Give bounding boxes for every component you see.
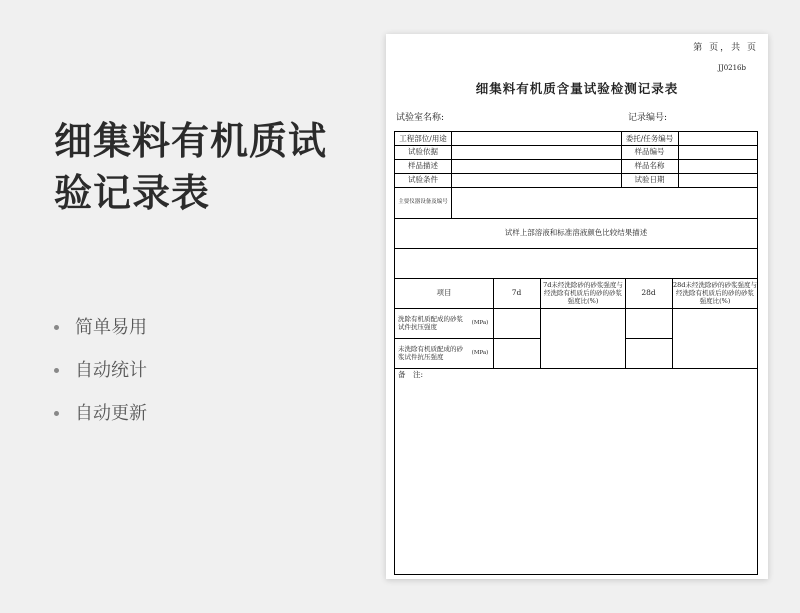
feature-list bbox=[54, 306, 147, 435]
row-washed-unit: (MPa) bbox=[471, 319, 489, 326]
lab-name-label: 试验室名称: bbox=[396, 113, 445, 123]
record-form bbox=[394, 131, 758, 575]
column-item: 项目 bbox=[436, 288, 452, 298]
promo-title: 细集料有机质试验记录表 bbox=[54, 119, 328, 215]
record-no-label: 记录编号: bbox=[628, 113, 668, 123]
test-basis-label: 试验依据 bbox=[408, 147, 438, 157]
sample-no-label: 样品编号 bbox=[634, 147, 665, 157]
bullet-icon bbox=[54, 325, 59, 330]
feature-label: 自动统计 bbox=[75, 359, 147, 381]
project-part-label: 工程部位/用途 bbox=[399, 133, 447, 143]
test-condition-label: 试验条件 bbox=[408, 175, 438, 185]
sample-name-label: 样品名称 bbox=[634, 161, 665, 171]
equipment-label: 主要仪器设备及编号 bbox=[398, 199, 448, 206]
document-title: 细集料有机质含量试验检测记录表 bbox=[475, 81, 679, 96]
column-7d-ratio: 7d未经洗除砂的砂浆强度与经洗除有机质后的砂的砂浆强度比(%) bbox=[543, 280, 623, 306]
feature-item bbox=[54, 392, 147, 435]
feature-item bbox=[54, 306, 147, 349]
remarks-label: 备 注: bbox=[398, 370, 424, 380]
document-code: JJ0216b bbox=[718, 64, 746, 72]
promo-panel bbox=[0, 0, 380, 613]
bullet-icon bbox=[54, 368, 59, 373]
page-number: 第 页，共 页 bbox=[693, 43, 758, 53]
column-28d: 28d bbox=[641, 288, 656, 298]
task-no-label: 委托/任务编号 bbox=[625, 133, 674, 143]
document-sheet bbox=[386, 34, 768, 579]
feature-item bbox=[54, 349, 147, 392]
column-7d: 7d bbox=[511, 288, 522, 298]
bullet-icon bbox=[54, 411, 59, 416]
feature-label: 简单易用 bbox=[75, 316, 147, 338]
column-28d-ratio: 28d未经洗除砂的砂浆强度与经洗除有机质后的砂的砂浆强度比(%) bbox=[673, 280, 757, 306]
test-date-label: 试验日期 bbox=[634, 175, 665, 185]
row-unwashed-strength-label: 未洗除有机质配成的砂浆试件抗压强度 bbox=[398, 344, 463, 361]
sample-desc-label: 样品描述 bbox=[408, 161, 438, 171]
feature-label: 自动更新 bbox=[75, 402, 147, 424]
row-washed-strength-label: 洗除有机质配成的砂浆试件抗压强度 bbox=[398, 314, 463, 331]
color-compare-label: 试样上部溶液和标准溶液颜色比较结果描述 bbox=[504, 228, 648, 238]
row-unwashed-unit: (MPa) bbox=[471, 349, 489, 356]
